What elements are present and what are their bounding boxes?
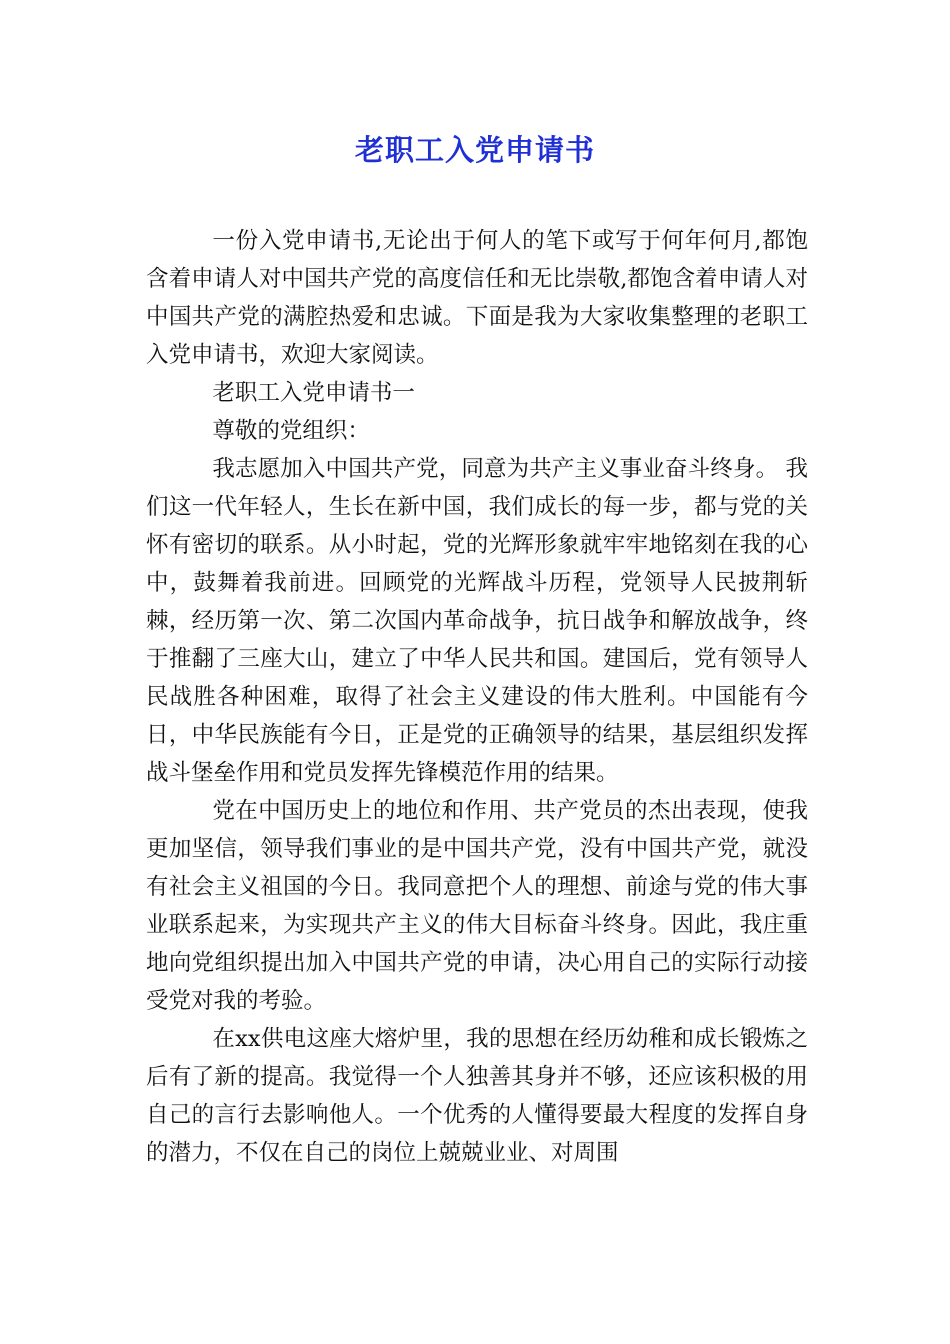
intro-paragraph: 一份入党申请书,无论出于何人的笔下或写于何年何月,都饱含着申请人对中国共产党的高度信任和无比崇敬,都饱含着申请人对中国共产党的满腔热爱和忠诚。下面是我为大家收集整理的老职工入党申请书，欢迎大家阅读。 [146,228,808,368]
body-paragraph: 在xx供电这座大熔炉里，我的思想在经历幼稚和成长锻炼之后有了新的提高。我觉得一个人独善其身并不够，还应该积极的用自己的言行去影响他人。一个优秀的人懂得要最大程度的发挥自身的潜力，不仅在自己的岗位上兢兢业业、对周围 [146,1026,808,1166]
document-title: 老职工入党申请书 [354,133,595,167]
section-heading: 老职工入党申请书一 [212,380,415,406]
salutation: 尊敬的党组织： [212,418,370,444]
body-paragraph: 党在中国历史上的地位和作用、共产党员的杰出表现，使我更加坚信，领导我们事业的是中国共产党，没有中国共产党，就没有社会主义祖国的今日。我同意把个人的理想、前途与党的伟大事业联系起来，为实现共产主义的伟大目标奋斗终身。因此，我庄重地向党组织提出加入中国共产党的申请，决心用自己的实际行动接受党对我的考验。 [146,798,808,1014]
document-body [146,222,808,1172]
body-paragraph: 我志愿加入中国共产党，同意为共产主义事业奋斗终身。 我们这一代年轻人，生长在新中国，我们成长的每一步，都与党的关怀有密切的联系。从小时起，党的光辉形象就牢牢地铭刻在我的心中，鼓舞着我前进。回顾党的光辉战斗历程，党领导人民披荆斩棘，经历第一次、第二次国内革命战争，抗日战争和解放战争，终于推翻了三座大山，建立了中华人民共和国。建国后，党有领导人民战胜各种困难，取得了社会主义建设的伟大胜利。中国能有今日，中华民族能有今日，正是党的正确领导的结果，基层组织发挥战斗堡垒作用和党员发挥先锋模范作用的结果。 [146,456,808,786]
